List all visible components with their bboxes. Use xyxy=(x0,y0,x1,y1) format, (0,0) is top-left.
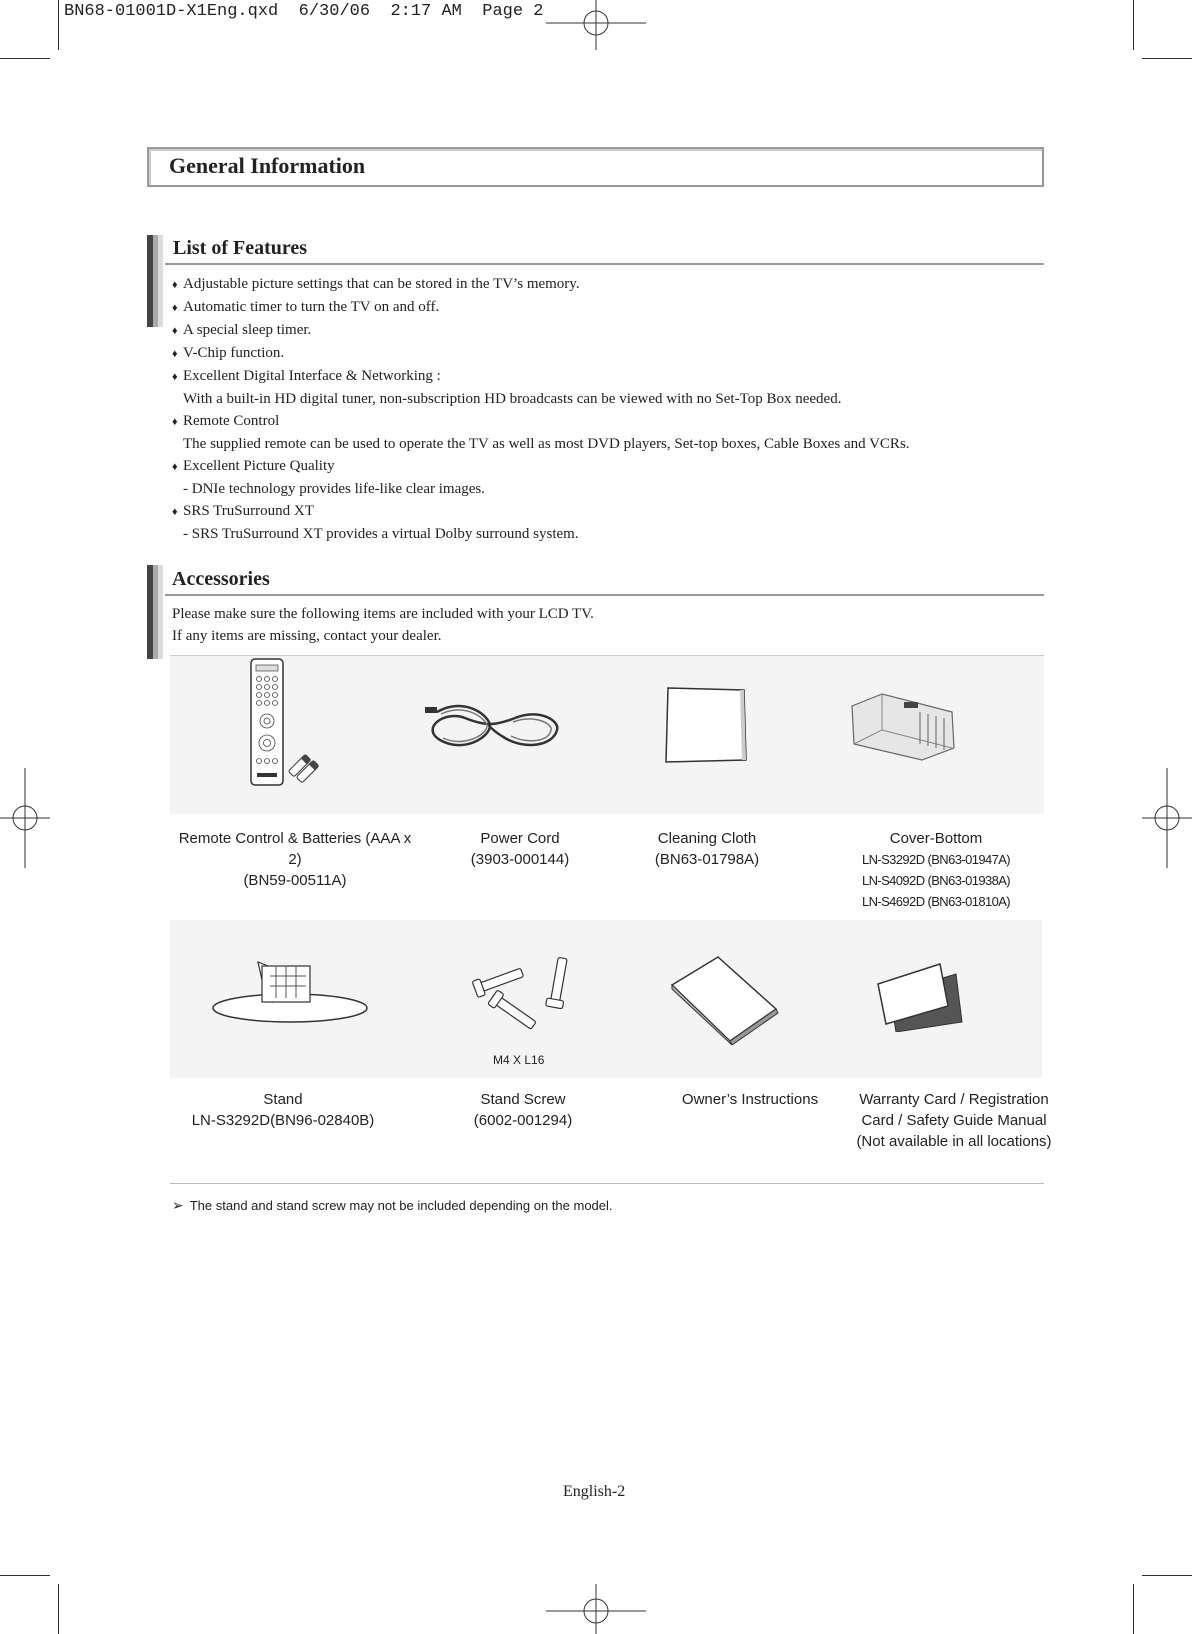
accessory-name-line-3: (Not available in all locations) xyxy=(856,1133,1052,1150)
accessory-stand xyxy=(172,1089,394,1131)
accessory-remote-control xyxy=(170,828,420,891)
list-item: ♦ Excellent Picture Quality xyxy=(172,458,335,474)
note-divider xyxy=(170,1183,1044,1184)
page-title: General Information xyxy=(169,153,366,178)
features-section-bar xyxy=(147,235,163,327)
note-text: The stand and stand screw may not be included depending on the model. xyxy=(189,1198,613,1213)
page-title-box xyxy=(147,147,1044,187)
accessories-intro-line-1: Please make sure the following items are included with your LCD TV. xyxy=(172,606,594,622)
power-cord-icon xyxy=(415,696,565,756)
list-item: ♦ Automatic timer to turn the TV on and off. xyxy=(172,299,440,315)
accessory-name: Stand xyxy=(263,1091,303,1108)
features-rule xyxy=(165,263,1044,265)
registration-mark-top xyxy=(546,0,646,50)
accessory-model: LN-S4092D (BN63-01938A) xyxy=(861,873,1011,888)
remote-control-icon xyxy=(245,657,325,789)
list-item-detail: The supplied remote can be used to operate the TV as well as most DVD players, Set-top boxes, Cable Boxes and VCRs. xyxy=(183,436,910,452)
page-number: English-2 xyxy=(563,1483,626,1500)
list-item-detail: - DNIe technology provides life-like clear images. xyxy=(183,481,485,497)
cleaning-cloth-icon xyxy=(662,684,752,764)
list-item: ♦ Remote Control xyxy=(172,413,280,429)
accessory-name: Remote Control & Batteries (AAA x 2) xyxy=(178,830,412,868)
list-item: ♦ Excellent Digital Interface & Networking : xyxy=(172,368,441,384)
accessory-owners-instructions xyxy=(665,1089,835,1110)
owners-instructions-icon xyxy=(670,955,780,1045)
accessories-intro-line-2: If any items are missing, contact your dealer. xyxy=(172,628,442,644)
print-slug: BN68-01001D-X1Eng.qxd 6/30/06 2:17 AM Page 2 xyxy=(64,2,544,21)
registration-mark-right xyxy=(1142,768,1192,868)
accessory-power-cord xyxy=(440,828,600,870)
accessories-rule xyxy=(165,594,1044,596)
list-item: ♦ V-Chip function. xyxy=(172,345,285,361)
accessory-warranty-card xyxy=(848,1089,1060,1152)
list-item: ♦ A special sleep timer. xyxy=(172,322,312,338)
accessory-name: Owner’s Instructions xyxy=(681,1091,819,1108)
accessories-intro xyxy=(172,603,594,647)
features-list xyxy=(172,273,910,545)
features-heading: List of Features xyxy=(173,237,308,259)
accessory-name: Cover-Bottom xyxy=(889,830,983,847)
stand-screw-icon xyxy=(470,952,580,1032)
note xyxy=(172,1197,613,1214)
accessories-heading: Accessories xyxy=(172,568,270,590)
accessory-cleaning-cloth xyxy=(627,828,787,870)
accessory-name-line-2: Card / Safety Guide Manual xyxy=(861,1112,1047,1129)
accessory-model: LN-S4692D (BN63-01810A) xyxy=(861,894,1011,909)
screw-size-label: M4 X L16 xyxy=(493,1053,545,1067)
stand-icon xyxy=(210,958,370,1028)
cover-bottom-icon xyxy=(842,686,962,766)
registration-mark-left xyxy=(0,768,50,868)
registration-mark-bottom xyxy=(546,1584,646,1634)
accessory-name: Stand Screw xyxy=(480,1091,566,1108)
arrow-icon: ➢ xyxy=(172,1197,184,1213)
accessory-cover-bottom xyxy=(826,828,1046,912)
accessory-part: (BN59-00511A) xyxy=(243,872,347,889)
accessory-part: (6002-001294) xyxy=(473,1112,573,1129)
warranty-card-icon xyxy=(876,960,966,1032)
list-item: ♦ Adjustable picture settings that can be stored in the TV’s memory. xyxy=(172,276,580,292)
accessory-name: Power Cord xyxy=(480,830,560,847)
accessories-section-bar xyxy=(147,565,163,659)
list-item-detail: - SRS TruSurround XT provides a virtual Dolby surround system. xyxy=(183,526,579,542)
accessory-model: LN-S3292D (BN63-01947A) xyxy=(861,852,1011,867)
list-item: ♦ SRS TruSurround XT xyxy=(172,503,314,519)
list-item-detail: With a built-in HD digital tuner, non-subscription HD broadcasts can be viewed with no Set-Top Box needed. xyxy=(183,391,842,407)
accessory-name: Warranty Card / Registration xyxy=(859,1091,1049,1108)
accessory-part: (3903-000144) xyxy=(470,851,570,868)
accessory-part: LN-S3292D(BN96-02840B) xyxy=(191,1112,375,1129)
accessory-part: (BN63-01798A) xyxy=(654,851,760,868)
accessory-name: Cleaning Cloth xyxy=(657,830,757,847)
accessory-stand-screw xyxy=(443,1089,603,1131)
